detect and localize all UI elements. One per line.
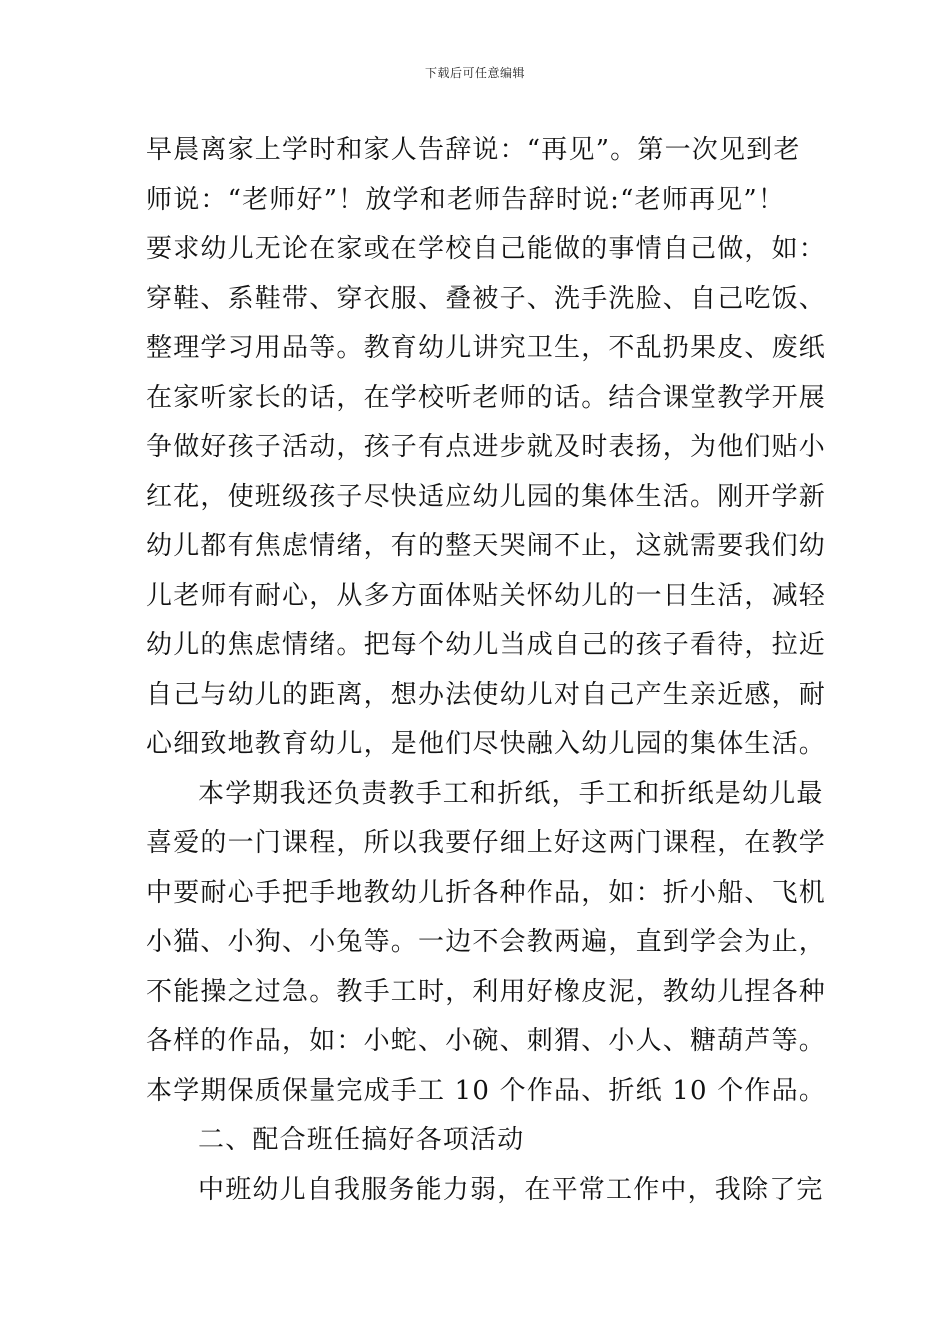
text-line: 在家听家长的话，在学校听老师的话。结合课堂教学开展 bbox=[146, 382, 827, 413]
text-line: 本学期保质保量完成手工 10 个作品、折纸 10 个作品。 bbox=[146, 1075, 827, 1106]
text-line: 自己与幼儿的距离，想办法使幼儿对自己产生亲近感，耐 bbox=[146, 679, 827, 710]
paragraph-start-line: 中班幼儿自我服务能力弱，在平常工作中，我除了完 bbox=[198, 1174, 824, 1205]
text-line: 小猫、小狗、小兔等。一边不会教两遍，直到学会为止， bbox=[146, 927, 827, 957]
text-line: 中要耐心手把手地教幼儿折各种作品，如：折小船、飞机 bbox=[146, 877, 827, 908]
text-line: 儿老师有耐心，从多方面体贴关怀幼儿的一日生活，减轻 bbox=[146, 580, 827, 611]
text-line: 早晨离家上学时和家人告辞说：“再见”。第一次见到老 bbox=[146, 135, 801, 165]
text-line: 穿鞋、系鞋带、穿衣服、叠被子、洗手洗脸、自己吃饭、 bbox=[146, 283, 827, 314]
page-header-note: 下载后可任意编辑 bbox=[424, 66, 525, 80]
section-heading: 二、配合班任搞好各项活动 bbox=[198, 1125, 525, 1155]
text-line: 心细致地教育幼儿，是他们尽快融入幼儿园的集体生活。 bbox=[146, 729, 827, 759]
text-line: 各样的作品，如：小蛇、小碗、刺猬、小人、糖葫芦等。 bbox=[146, 1026, 827, 1056]
text-line: 喜爱的一门课程，所以我要仔细上好这两门课程，在教学 bbox=[146, 828, 827, 858]
paragraph-start-line: 本学期我还负责教手工和折纸，手工和折纸是幼儿最 bbox=[198, 778, 824, 809]
text-line: 师说：“老师好”！放学和老师告辞时说:“老师再见”！ bbox=[146, 184, 786, 215]
text-line: 红花，使班级孩子尽快适应幼儿园的集体生活。刚开学新 bbox=[146, 481, 827, 512]
text-line: 幼儿都有焦虑情绪，有的整天哭闹不止，这就需要我们幼 bbox=[146, 531, 827, 561]
text-line: 幼儿的焦虑情绪。把每个幼儿当成自己的孩子看待，拉近 bbox=[146, 630, 827, 660]
document-body bbox=[146, 126, 827, 1215]
text-line: 争做好孩子活动，孩子有点进步就及时表扬，为他们贴小 bbox=[146, 432, 827, 462]
text-line: 要求幼儿无论在家或在学校自己能做的事情自己做，如： bbox=[146, 234, 827, 264]
text-line: 整理学习用品等。教育幼儿讲究卫生，不乱扔果皮、废纸 bbox=[146, 333, 827, 363]
text-line: 不能操之过急。教手工时，利用好橡皮泥，教幼儿捏各种 bbox=[146, 976, 827, 1007]
